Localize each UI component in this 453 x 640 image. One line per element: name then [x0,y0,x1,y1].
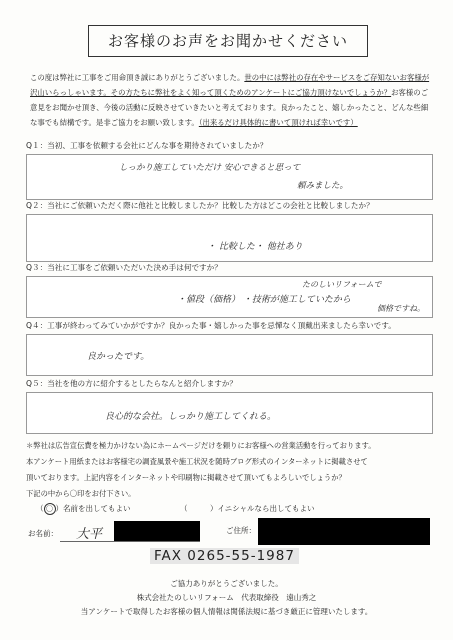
publication-notice [26,438,436,502]
notice-line1: ＊弊社は広告宣伝費を極力かけない為にホームページだけを頼りにお客様への営業活動を行っております。 [26,441,376,450]
intro-p1: この度は弊社に工事をご用命頂き誠にありがとうございました。 [30,73,245,82]
name-redaction [114,521,200,541]
question-2-label: Q２：当社にご依頼いただく際に他社と比較しましたか？比較した方はどこの会社と比較しましたか？ [26,201,374,210]
footer-privacy: 当アンケートで取得したお客様の個人情報は関係法規に基づき厳正に管理いたします。 [80,607,373,616]
notice-line3: 頂いております。上記内容をインターネットや印刷物に掲載させて頂いてもよろしいでしょうか？ [26,473,346,482]
footer-thanks: ご協力ありがとうございました。 [170,579,283,588]
question-3-answer-box[interactable] [26,276,433,318]
name-label: お名前： [28,529,58,538]
choice-full-name-mark: 〇 [44,503,56,515]
choice-initials[interactable]: （ ）イニシャルなら出してもよい [180,504,315,513]
question-3-answer-line3: 価格ですね。 [377,304,425,313]
choice-full-name-label: ）名前を出してもよい [55,504,131,513]
question-4-answer-line1: 良かったです。 [87,352,150,362]
question-2-answer-line1: ・ 比較した・ 他社あり [207,242,303,252]
page-title: お客様のお声をお聞かせください [88,25,368,57]
question-3-answer-line1: たのしいリフォームで [302,280,382,289]
choice-full-name[interactable]: （ 〇 ）名前を出してもよい [36,504,131,513]
question-5-label: Q５：当社を他の方に紹介するとしたらなんと紹介しますか？ [26,379,238,388]
question-5-answer-line1: 良心的な会社。しっかり施工してくれる。 [105,412,277,422]
address-redaction [258,518,430,545]
question-1-answer-line2: 頼みました。 [297,181,349,191]
question-3-label: Q３：当社に工事をご依頼いただいた決め手は何ですか？ [26,263,222,272]
name-value: 大平 [76,527,103,542]
intro-text [30,70,430,130]
intro-p3: お客様のご意見をお聞かせ頂き、今後の活動に反映させていきたいと考えております。良かったこと、嬉しかったこと、どんな些細な事でも結構です。是非ご協力をお願い致します。 [30,88,429,127]
name-field[interactable] [60,521,200,542]
question-3-answer-line2: ・値段（価格） ・技術が施工していたから [177,295,351,305]
intro-p3-underlined: （出来るだけ具体的に書いて頂ければ幸いです） [198,118,358,127]
question-2-answer-box[interactable] [26,214,433,262]
fax-number: FAX 0265-55-1987 [150,548,299,564]
intro-p1-underlined: 世の中には弊社の存在やサービスをご存知ないお客様が沢山いらっしゃいます。 [30,73,430,97]
intro-p2: その方たちに弊社をよく知って頂くためのアンケートにご協力頂けないでしょうか？ [110,88,392,97]
question-4-label: Q４：工事が終わってみていかがですか？良かった事・嬉しかった事を忌憚なく頂戴出来ましたら幸いです。 [26,321,396,330]
choice-initials-label: ）イニシャルなら出してもよい [210,504,315,513]
notice-line4: 下記の中から〇印をお付下さい。 [26,489,136,498]
question-1-answer-box[interactable] [26,154,433,200]
question-5-answer-box[interactable] [26,392,433,434]
question-1-answer-line1: しっかり施工していただけ 安心できると思って [119,163,301,173]
question-1-label: Q１：当初、工事を依頼する会社にどんな事を期待されていましたか？ [26,141,268,150]
address-label: ご住所： [226,526,256,535]
question-4-answer-box[interactable] [26,334,433,376]
footer-company: 株式会社たのしいリフォーム 代表取締役 遠山秀之 [136,593,317,602]
notice-line2: 本アンケート用紙またはお客様宅の調査風景や施工状況を随時ブログ形式のインターネットに掲載させて [26,457,368,466]
